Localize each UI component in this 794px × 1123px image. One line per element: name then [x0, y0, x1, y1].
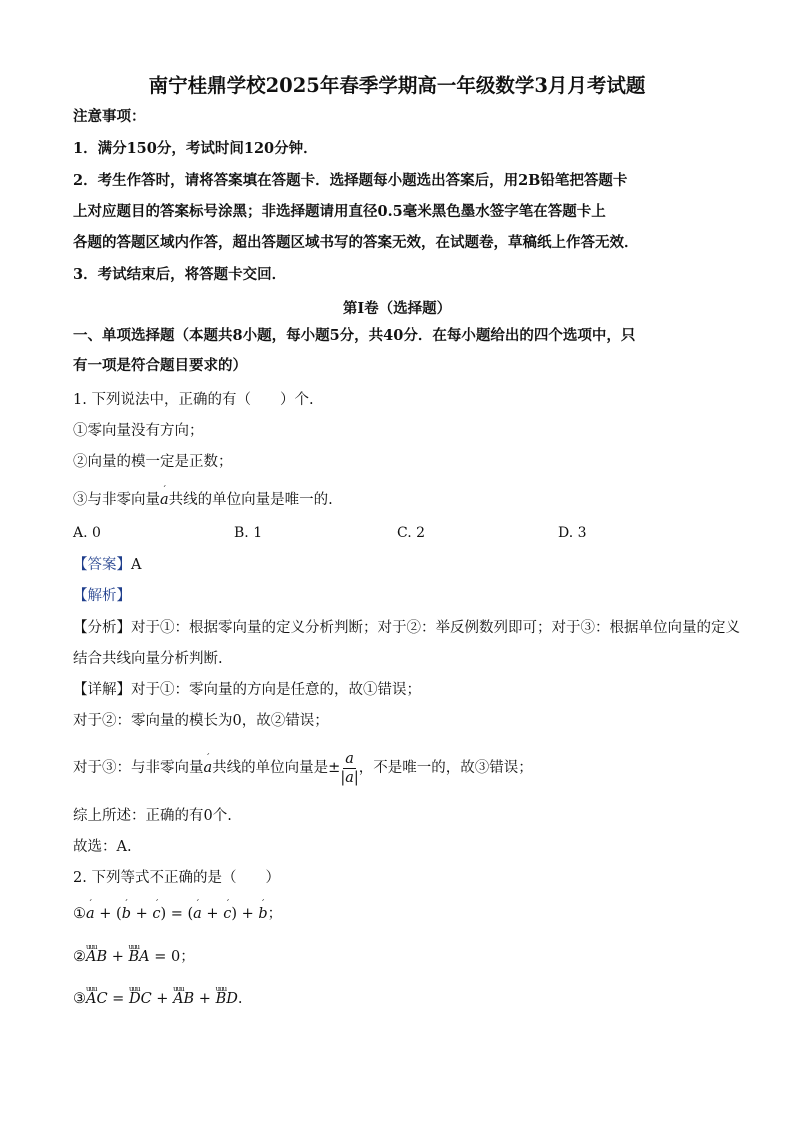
q2-equation-3 — [73, 989, 242, 1009]
vector-AC: uuu AC — [86, 989, 108, 1009]
vector-b: ˊ b — [258, 904, 267, 924]
q1-fenxi-a — [73, 618, 740, 638]
close-paren-plus: ) + — [231, 906, 259, 922]
notice-item-2c: 各题的答题区域内作答，超出答题区域书写的答案无效，在试题卷，草稿纸上作答无效． — [73, 234, 639, 251]
part1-heading-a: 一、单项选择题（本题共8小题，每小题5分，共40分．在每小题给出的四个选项中，只 — [73, 327, 636, 344]
semicolon: ； — [267, 906, 283, 922]
q1-choice: 故选：A. — [73, 839, 132, 855]
vector-a: ˊ a — [204, 748, 213, 788]
plus-paren: + ( — [94, 906, 122, 922]
q2-stem: 2. 下列等式不正确的是（ ） — [73, 870, 280, 886]
plus: + — [151, 991, 174, 1007]
vector-c: ˊ c — [152, 904, 160, 924]
fenxi-text-a: 对于①：根据零向量的定义分析判断；对于②：举反例数列即可；对于③：根据单位向量的定义 — [131, 620, 740, 636]
unit-vector-fraction — [340, 750, 358, 787]
q1-statement-1: ①零向量没有方向； — [73, 423, 204, 439]
vector-BD: uuu BD — [216, 989, 238, 1009]
q1-s3-post: 共线的单位向量是唯一的. — [168, 492, 333, 508]
detail3-pre: 对于③：与非零向量 — [73, 760, 204, 776]
q1-summary: 综上所述：正确的有0个. — [73, 808, 232, 824]
vector-BA: uuu BA — [129, 947, 150, 967]
vector-a: ˊ a — [193, 904, 202, 924]
q1-answer — [73, 555, 141, 575]
q1-option-c: C. 2 — [397, 525, 426, 541]
exam-title: 南宁桂鼎学校2025年春季学期高一年级数学3月月考试题 — [148, 74, 646, 97]
part1-heading-b: 有一项是符合题目要求的） — [73, 357, 247, 374]
vector-a: ˊ a — [160, 490, 169, 510]
plus: + — [194, 991, 216, 1007]
equals: = — [107, 991, 129, 1007]
plus: + — [201, 906, 224, 922]
vector-AB: uuu AB — [86, 947, 107, 967]
q1-statement-2: ②向量的模一定是正数； — [73, 454, 233, 470]
fraction-denominator: |a| — [340, 769, 359, 786]
notice-item-2b: 上对应题目的答案标号涂黑；非选择题请用直径0.5毫米黑色墨水签字笔在答题卡上 — [73, 203, 606, 220]
plus-minus: ± — [328, 760, 341, 776]
plus: + — [107, 949, 129, 965]
circle-1: ① — [73, 906, 86, 922]
circle-2: ② — [73, 949, 86, 965]
notice-item-3: 3．考试结束后，将答题卡交回． — [73, 266, 287, 283]
notice-item-1: 1．满分150分，考试时间120分钟． — [73, 140, 318, 157]
q1-option-a: A. 0 — [73, 525, 101, 541]
analysis-tag: 【解析】 — [73, 588, 131, 604]
q1-s3-pre: ③与非零向量 — [73, 492, 160, 508]
vector-a: ˊ a — [86, 904, 95, 924]
notice-heading: 注意事项： — [73, 108, 146, 125]
q1-detail-1 — [73, 680, 421, 700]
vector-c: ˊ c — [223, 904, 231, 924]
equals-paren: ) = ( — [160, 906, 194, 922]
plus: + — [130, 906, 153, 922]
notice-item-2a: 2．考生作答时，请将答案填在答题卡．选择题每小题选出答案后，用2B铅笔把答题卡 — [73, 172, 628, 189]
q1-fenxi-b: 结合共线向量分析判断. — [73, 651, 223, 667]
q2-equation-1 — [73, 904, 282, 924]
detail3-post: ，不是唯一的，故③错误； — [358, 760, 533, 776]
q1-detail-3 — [73, 748, 533, 788]
answer-value: A — [131, 557, 142, 573]
answer-tag: 【答案】 — [73, 557, 131, 573]
detail3-mid: 共线的单位向量是 — [212, 760, 329, 776]
q1-statement-3 — [73, 490, 333, 510]
detail-text-1: 对于①：零向量的方向是任意的，故①错误； — [131, 682, 421, 698]
q2-equation-2 — [73, 947, 195, 967]
q1-option-d: D. 3 — [558, 525, 587, 541]
q1-option-b: B. 1 — [234, 525, 263, 541]
section-title: 第I卷（选择题） — [342, 300, 452, 317]
vector-b: ˊ b — [122, 904, 131, 924]
equals-zero: = 0； — [149, 949, 195, 965]
fraction-numerator: a — [345, 750, 354, 767]
period: . — [237, 991, 243, 1007]
q1-detail-2: 对于②：零向量的模长为0，故②错误； — [73, 713, 329, 729]
vector-DC: uuu DC — [129, 989, 152, 1009]
q1-stem: 1. 下列说法中，正确的有（ ）个. — [73, 392, 314, 408]
detail-tag: 【详解】 — [73, 682, 131, 698]
fenxi-tag: 【分析】 — [73, 620, 131, 636]
vector-AB: uuu AB — [173, 989, 194, 1009]
circle-3: ③ — [73, 991, 86, 1007]
